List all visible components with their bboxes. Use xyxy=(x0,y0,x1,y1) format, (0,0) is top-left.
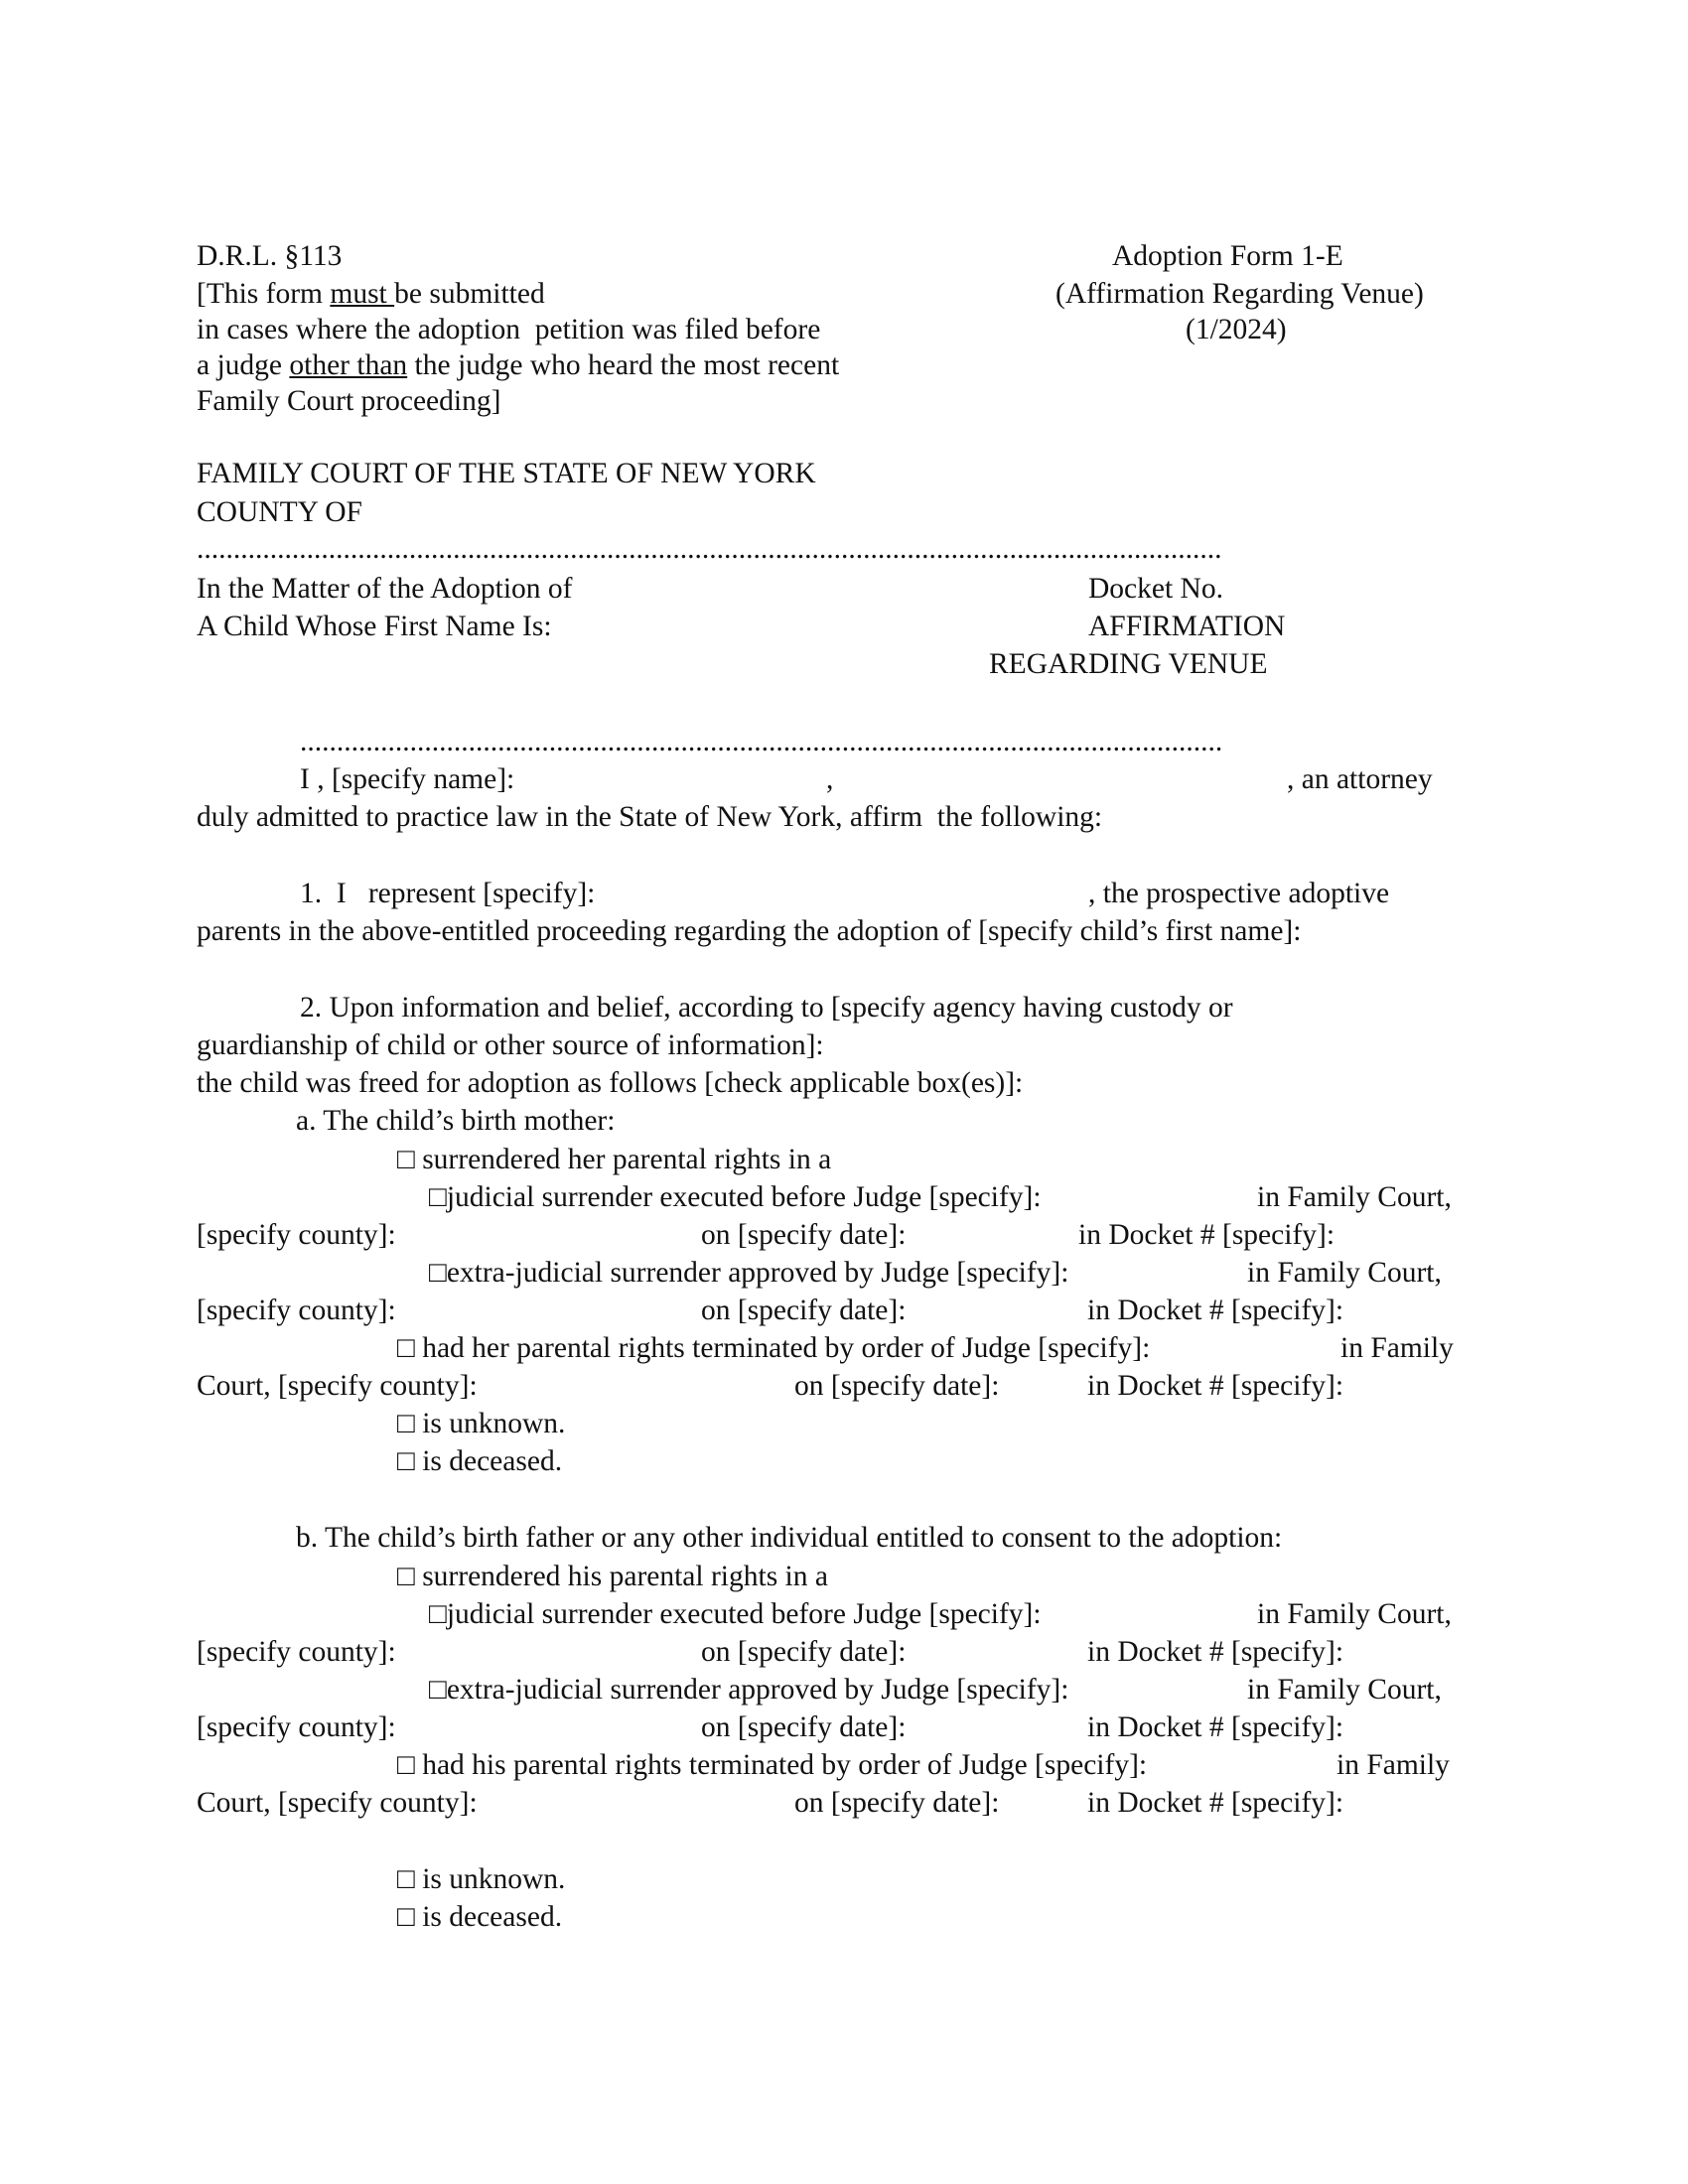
child-name-dots: .............................................................................................................................. xyxy=(300,726,1223,757)
specify-date-label: on [specify date]: xyxy=(701,1219,907,1251)
section-b-heading: b. The child’s birth father or any other individual entitled to consent to the adoption: xyxy=(296,1522,1283,1554)
note-text: the judge who heard the most recent xyxy=(407,349,840,381)
paragraph-2-line-3: the child was freed for adoption as follows [check applicable box(es)]: xyxy=(197,1067,1024,1099)
intro-attorney-text: , an attorney xyxy=(1287,763,1433,795)
document-title-line-1: AFFIRMATION xyxy=(1088,611,1286,642)
docket-label: in Docket # [specify]: xyxy=(1087,1370,1344,1402)
mother-judicial-surrender-option[interactable]: □judicial surrender executed before Judge [specify]: xyxy=(429,1181,1042,1213)
intro-line-2: duly admitted to practice law in the State of New York, affirm the following: xyxy=(197,801,1103,833)
mother-deceased-option[interactable]: □ is deceased. xyxy=(397,1445,563,1477)
specify-date-label: on [specify date]: xyxy=(701,1295,907,1326)
specify-date-label: on [specify date]: xyxy=(701,1711,907,1743)
mother-unknown-option[interactable]: □ is unknown. xyxy=(397,1408,566,1439)
in-family-court-text: in Family Court, xyxy=(1257,1181,1452,1213)
specify-county-label: [specify county]: xyxy=(197,1295,396,1326)
in-family-court-text: in Family Court, xyxy=(1247,1674,1442,1706)
form-note-line-4: Family Court proceeding] xyxy=(197,385,501,417)
in-family-text: in Family xyxy=(1340,1332,1454,1364)
specify-county-label: [specify county]: xyxy=(197,1711,396,1743)
form-name: Adoption Form 1-E xyxy=(1112,240,1343,272)
mother-extra-judicial-option[interactable]: □extra-judicial surrender approved by Judge [specify]: xyxy=(429,1257,1069,1289)
specify-county-label: [specify county]: xyxy=(197,1219,396,1251)
paragraph-1-adoptive-text: , the prospective adoptive xyxy=(1088,878,1390,909)
statute-reference: D.R.L. §113 xyxy=(197,240,343,272)
court-county-label: Court, [specify county]: xyxy=(197,1370,478,1402)
note-text: a judge xyxy=(197,349,290,381)
paragraph-1-line-2: parents in the above-entitled proceeding regarding the adoption of [specify child’s first name]: xyxy=(197,915,1302,947)
form-note-line-3 xyxy=(197,346,839,384)
intro-name-label: I , [specify name]: xyxy=(300,763,515,795)
note-must-emphasis: must xyxy=(330,278,395,310)
document-title-line-2: REGARDING VENUE xyxy=(989,648,1268,680)
note-text: [This form xyxy=(197,278,331,310)
father-surrendered-option[interactable]: □ surrendered his parental rights in a xyxy=(397,1561,828,1592)
in-family-court-text: in Family Court, xyxy=(1247,1257,1442,1289)
form-note-line-1 xyxy=(197,275,545,313)
intro-comma: , xyxy=(826,763,834,795)
paragraph-2-line-1: 2. Upon information and belief, according to [specify agency having custody or xyxy=(300,992,1233,1024)
court-county-label: Court, [specify county]: xyxy=(197,1787,478,1819)
docket-label: in Docket # [specify]: xyxy=(1087,1636,1344,1668)
form-revision-date: (1/2024) xyxy=(1186,314,1287,345)
father-extra-judicial-option[interactable]: □extra-judicial surrender approved by Judge [specify]: xyxy=(429,1674,1069,1706)
docket-label: in Docket # [specify]: xyxy=(1078,1219,1336,1251)
county-label: COUNTY OF xyxy=(197,496,362,528)
docket-label: in Docket # [specify]: xyxy=(1087,1295,1344,1326)
specify-date-label: on [specify date]: xyxy=(701,1636,907,1668)
matter-line-1: In the Matter of the Adoption of xyxy=(197,573,573,605)
father-deceased-option[interactable]: □ is deceased. xyxy=(397,1901,563,1933)
in-family-court-text: in Family Court, xyxy=(1257,1598,1452,1630)
docket-label: in Docket # [specify]: xyxy=(1087,1711,1344,1743)
mother-surrendered-option[interactable]: □ surrendered her parental rights in a xyxy=(397,1144,832,1175)
mother-terminated-option[interactable]: □ had her parental rights terminated by order of Judge [specify]: xyxy=(397,1332,1151,1364)
paragraph-2-line-2: guardianship of child or other source of information]: xyxy=(197,1029,824,1061)
specify-date-label: on [specify date]: xyxy=(794,1787,1000,1819)
father-judicial-surrender-option[interactable]: □judicial surrender executed before Judge [specify]: xyxy=(429,1598,1042,1630)
in-family-text: in Family xyxy=(1336,1749,1450,1781)
father-unknown-option[interactable]: □ is unknown. xyxy=(397,1863,566,1895)
docket-number-label: Docket No. xyxy=(1088,573,1223,605)
court-divider-dots: ............................................................................................................................................ xyxy=(197,533,1222,565)
form-subtitle: (Affirmation Regarding Venue) xyxy=(1055,278,1424,310)
note-text: be submitted xyxy=(394,278,545,310)
docket-label: in Docket # [specify]: xyxy=(1087,1787,1344,1819)
specify-date-label: on [specify date]: xyxy=(794,1370,1000,1402)
form-note-line-2: in cases where the adoption petition was filed before xyxy=(197,314,821,345)
paragraph-1-label: 1. I represent [specify]: xyxy=(300,878,596,909)
note-other-than-emphasis: other than xyxy=(289,349,408,381)
specify-county-label: [specify county]: xyxy=(197,1636,396,1668)
court-name: FAMILY COURT OF THE STATE OF NEW YORK xyxy=(197,458,816,489)
father-terminated-option[interactable]: □ had his parental rights terminated by order of Judge [specify]: xyxy=(397,1749,1148,1781)
matter-line-2: A Child Whose First Name Is: xyxy=(197,611,552,642)
section-a-heading: a. The child’s birth mother: xyxy=(296,1105,616,1137)
